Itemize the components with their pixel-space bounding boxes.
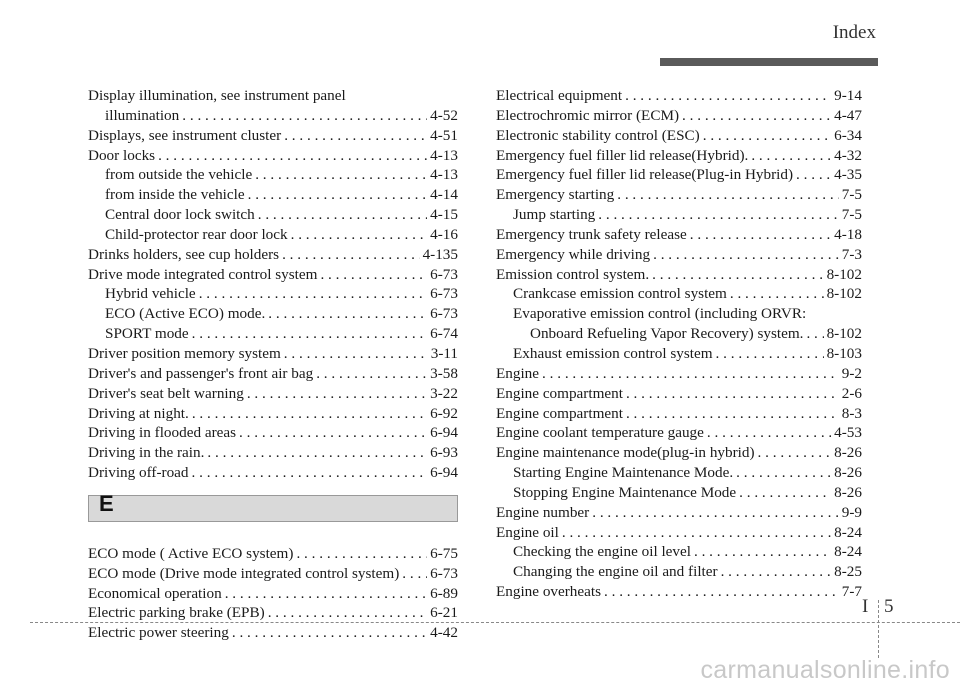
index-entry-page: 3-58 [430, 364, 458, 382]
index-entry-text: Central door lock switch [105, 206, 255, 224]
page-header-title: Index [832, 22, 876, 43]
index-entry [88, 404, 458, 424]
index-entry-text: Driver's and passenger's front air bag [88, 364, 314, 382]
index-entry-page: 6-89 [430, 584, 458, 602]
index-entry-leader [258, 205, 427, 225]
index-entry-text: Emergency while driving [496, 245, 651, 263]
index-entry-text: Electric parking brake (EPB) [88, 604, 265, 622]
index-entry-page: 7-3 [841, 245, 862, 263]
watermark: carmanualsonline.info [700, 656, 950, 684]
left-entry-list [88, 86, 458, 483]
index-entry-page: 4-135 [422, 245, 458, 263]
index-entry [496, 423, 862, 443]
index-entry [496, 404, 862, 424]
index-entry-page: 3-22 [430, 384, 458, 402]
index-entry [88, 225, 458, 245]
index-entry [88, 245, 458, 265]
index-entry-page: 6-75 [430, 544, 458, 562]
index-entry-text: ECO (Active ECO) mode. [105, 305, 266, 323]
index-entry-text: Engine number [496, 503, 590, 521]
index-entry [88, 364, 458, 384]
index-entry-text: Electronic stability control (ESC) [496, 126, 700, 144]
index-entry-page: 7-5 [841, 186, 862, 204]
index-entry-text: Driver's seat belt warning [88, 384, 244, 402]
index-entry [88, 423, 458, 443]
index-entry [496, 146, 862, 166]
index-entry-text: Emergency trunk safety release [496, 225, 687, 243]
index-entry [496, 86, 862, 106]
index-entry-leader [542, 364, 839, 384]
footer-page-number: 5 [884, 596, 894, 617]
index-entry-leader [604, 582, 839, 602]
index-entry-page: 4-42 [430, 624, 458, 642]
index-entry-page: 8-24 [834, 543, 862, 561]
index-entry [496, 542, 862, 562]
index-entry-page: 6-73 [430, 305, 458, 323]
index-entry-text: Driving in the rain. [88, 444, 205, 462]
index-entry [88, 106, 458, 126]
index-entry [88, 205, 458, 225]
index-entry [88, 443, 458, 463]
index-entry-leader [707, 423, 831, 443]
index-entry-leader [652, 265, 823, 285]
index-entry-page: 4-18 [834, 225, 862, 243]
index-entry-leader [199, 284, 427, 304]
index-entry-text: Display illumination, see instrument panel [88, 87, 346, 104]
index-entry-text: Evaporative emission control (including ORVR: [513, 305, 807, 323]
footer-divider [30, 622, 960, 623]
index-entry-text: Engine maintenance mode(plug-in hybrid) [496, 444, 755, 462]
index-entry [496, 245, 862, 265]
index-entry [496, 344, 862, 364]
index-entry-text: Engine [496, 364, 540, 382]
index-entry-page: 8-24 [834, 523, 862, 541]
index-entry-leader [296, 544, 427, 564]
index-entry-page: 4-51 [430, 126, 458, 144]
index-entry-leader [192, 463, 428, 483]
index-entry [88, 564, 458, 584]
footer-vertical-divider [878, 600, 879, 658]
index-entry-page: 7-7 [841, 583, 862, 601]
index-entry-page: 9-9 [841, 503, 862, 521]
e-entry-list [88, 544, 458, 643]
index-entry [496, 304, 862, 324]
index-entry [88, 463, 458, 483]
index-entry-text: Emission control system. [496, 265, 650, 283]
index-entry [88, 185, 458, 205]
index-entry-text: Electrical equipment [496, 87, 623, 104]
index-entry-text: Driving in flooded areas [88, 424, 237, 442]
index-entry [88, 344, 458, 364]
index-entry-leader [158, 146, 427, 166]
section-header-e [88, 490, 458, 522]
index-entry-leader [248, 185, 428, 205]
index-entry-page: 3-11 [430, 344, 458, 362]
index-entry-leader [255, 165, 427, 185]
index-entry-leader [284, 126, 427, 146]
index-entry-leader [268, 304, 427, 324]
index-entry [496, 185, 862, 205]
index-entry [496, 503, 862, 523]
index-entry-text: Emergency fuel filler lid release(Hybrid). [496, 146, 749, 164]
index-entry [496, 463, 862, 483]
index-entry-leader [625, 86, 831, 106]
index-entry-leader [796, 165, 831, 185]
index-entry [88, 304, 458, 324]
index-entry-text: Driving at night. [88, 404, 189, 422]
index-entry-page: 8-103 [826, 344, 862, 362]
index-entry-leader [730, 284, 824, 304]
index-entry-page: 4-32 [834, 146, 862, 164]
index-entry-leader [402, 564, 427, 584]
index-entry-leader [598, 205, 838, 225]
index-entry-leader [703, 126, 831, 146]
index-entry [88, 544, 458, 564]
index-entry-leader [239, 423, 427, 443]
index-entry-text: from inside the vehicle [105, 186, 245, 204]
index-entry-leader [721, 562, 832, 582]
index-entry-text: Starting Engine Maintenance Mode. [513, 464, 734, 482]
index-entry [496, 443, 862, 463]
index-entry-page: 4-15 [430, 206, 458, 224]
index-entry [496, 165, 862, 185]
index-entry-text: Engine oil [496, 523, 559, 541]
index-entry-text: Emergency fuel filler lid release(Plug-in Hybrid) [496, 166, 794, 184]
index-entry [496, 384, 862, 404]
index-entry-page: 8-26 [834, 464, 862, 482]
index-entry-page: 6-94 [430, 464, 458, 482]
index-entry-leader [617, 185, 839, 205]
index-entry [496, 523, 862, 543]
index-entry-leader [291, 225, 428, 245]
index-entry [496, 126, 862, 146]
index-entry-text: Exhaust emission control system [513, 344, 713, 362]
index-entry-page: 4-13 [430, 166, 458, 184]
index-entry-leader [806, 324, 823, 344]
index-entry-page: 8-102 [826, 285, 862, 303]
index-column-right [496, 86, 862, 602]
index-entry-leader [751, 146, 831, 166]
index-entry-text: Driving off-road [88, 464, 189, 482]
index-entry-page: 6-93 [430, 444, 458, 462]
index-entry [496, 265, 862, 285]
index-entry-text: Economical operation [88, 584, 222, 602]
index-entry-leader [736, 463, 831, 483]
index-entry-text: Emergency starting [496, 186, 615, 204]
index-entry-page: 2-6 [841, 384, 862, 402]
index-entry-leader [182, 106, 427, 126]
index-entry-page: 6-21 [430, 604, 458, 622]
index-entry-page: 4-52 [430, 106, 458, 124]
index-entry-page: 8-102 [826, 265, 862, 283]
index-entry-page: 6-73 [430, 265, 458, 283]
index-entry-text: ECO mode (Drive mode integrated control system) [88, 564, 400, 582]
index-entry [496, 106, 862, 126]
index-entry-page: 8-3 [841, 404, 862, 422]
index-entry-leader [682, 106, 831, 126]
index-entry-leader [232, 623, 427, 643]
header-bar [660, 58, 878, 66]
index-entry-leader [225, 584, 427, 604]
index-entry-text: Jump starting [513, 206, 596, 224]
index-entry-leader [207, 443, 427, 463]
index-entry [496, 483, 862, 503]
index-entry [496, 582, 862, 602]
index-entry-text: Child-protector rear door lock [105, 225, 288, 243]
index-entry-leader [316, 364, 427, 384]
index-entry-page: 4-14 [430, 186, 458, 204]
index-entry-leader [268, 603, 427, 623]
index-entry-leader [320, 265, 427, 285]
index-entry-text: Electric power steering [88, 624, 229, 642]
index-entry [88, 126, 458, 146]
index-entry-page: 6-74 [430, 325, 458, 343]
index-entry-page: 9-14 [834, 87, 862, 104]
index-entry-text: from outside the vehicle [105, 166, 253, 184]
index-entry-leader [592, 503, 839, 523]
index-entry-page: 8-26 [834, 483, 862, 501]
index-entry-text: Electrochromic mirror (ECM) [496, 106, 680, 124]
index-entry-page: 8-102 [826, 325, 862, 343]
index-entry-leader [716, 344, 824, 364]
index-entry-text: Driver position memory system [88, 344, 281, 362]
index-entry-page: 6-73 [430, 564, 458, 582]
footer-chapter: I [862, 596, 869, 617]
index-entry-page: 4-53 [834, 424, 862, 442]
index-entry-text: Engine compartment [496, 384, 623, 402]
index-entry [496, 205, 862, 225]
index-entry [88, 165, 458, 185]
index-entry-page: 4-16 [430, 225, 458, 243]
index-entry-leader [626, 404, 839, 424]
index-entry [88, 324, 458, 344]
index-entry-text: ECO mode ( Active ECO system) [88, 544, 294, 562]
index-entry-leader [282, 245, 419, 265]
index-entry-text: Onboard Refueling Vapor Recovery) system. [530, 325, 804, 343]
index-entry-text: Hybrid vehicle [105, 285, 196, 303]
index-entry-leader [690, 225, 831, 245]
index-entry-leader [192, 324, 428, 344]
index-entry-text: Drinks holders, see cup holders [88, 245, 280, 263]
index-entry-text: Stopping Engine Maintenance Mode [513, 483, 737, 501]
right-entry-list [496, 86, 862, 602]
index-entry [88, 623, 458, 643]
index-entry-page: 8-25 [834, 563, 862, 581]
section-letter: E [99, 490, 114, 516]
index-entry-leader [739, 483, 831, 503]
index-entry [496, 562, 862, 582]
index-entry-text: Checking the engine oil level [513, 543, 691, 561]
index-entry-page: 9-2 [841, 364, 862, 382]
index-entry-leader [758, 443, 832, 463]
index-entry-text: Engine overheats [496, 583, 602, 601]
index-entry-page: 6-73 [430, 285, 458, 303]
index-entry [496, 284, 862, 304]
index-entry [88, 265, 458, 285]
index-entry [88, 86, 458, 106]
index-entry-page: 8-26 [834, 444, 862, 462]
index-entry-text: Drive mode integrated control system [88, 265, 318, 283]
index-entry-page: 4-47 [834, 106, 862, 124]
index-entry-leader [247, 384, 427, 404]
index-entry-leader [192, 404, 427, 424]
index-entry-leader [562, 523, 831, 543]
index-entry-text: Engine compartment [496, 404, 623, 422]
index-entry [88, 284, 458, 304]
index-entry-text: Engine coolant temperature gauge [496, 424, 704, 442]
index-entry-page: 4-13 [430, 146, 458, 164]
index-entry-text: Door locks [88, 146, 156, 164]
index-entry-text: SPORT mode [105, 325, 189, 343]
index-entry [88, 384, 458, 404]
index-entry-leader [653, 245, 839, 265]
index-entry [88, 603, 458, 623]
index-entry [88, 584, 458, 604]
index-entry-page: 4-35 [834, 166, 862, 184]
index-entry [88, 146, 458, 166]
index-entry-page: 6-92 [430, 404, 458, 422]
index-entry-text: Changing the engine oil and filter [513, 563, 718, 581]
index-entry [496, 364, 862, 384]
index-entry-text: illumination [105, 106, 180, 124]
index-entry-text: Displays, see instrument cluster [88, 126, 282, 144]
index-entry-page: 6-34 [834, 126, 862, 144]
index-column-left [88, 86, 458, 643]
index-entry [496, 324, 862, 344]
index-entry-leader [694, 542, 831, 562]
index-entry-page: 7-5 [841, 206, 862, 224]
index-entry-text: Crankcase emission control system [513, 285, 727, 303]
index-entry [496, 225, 862, 245]
index-entry-leader [284, 344, 428, 364]
index-entry-leader [626, 384, 839, 404]
index-entry-page: 6-94 [430, 424, 458, 442]
